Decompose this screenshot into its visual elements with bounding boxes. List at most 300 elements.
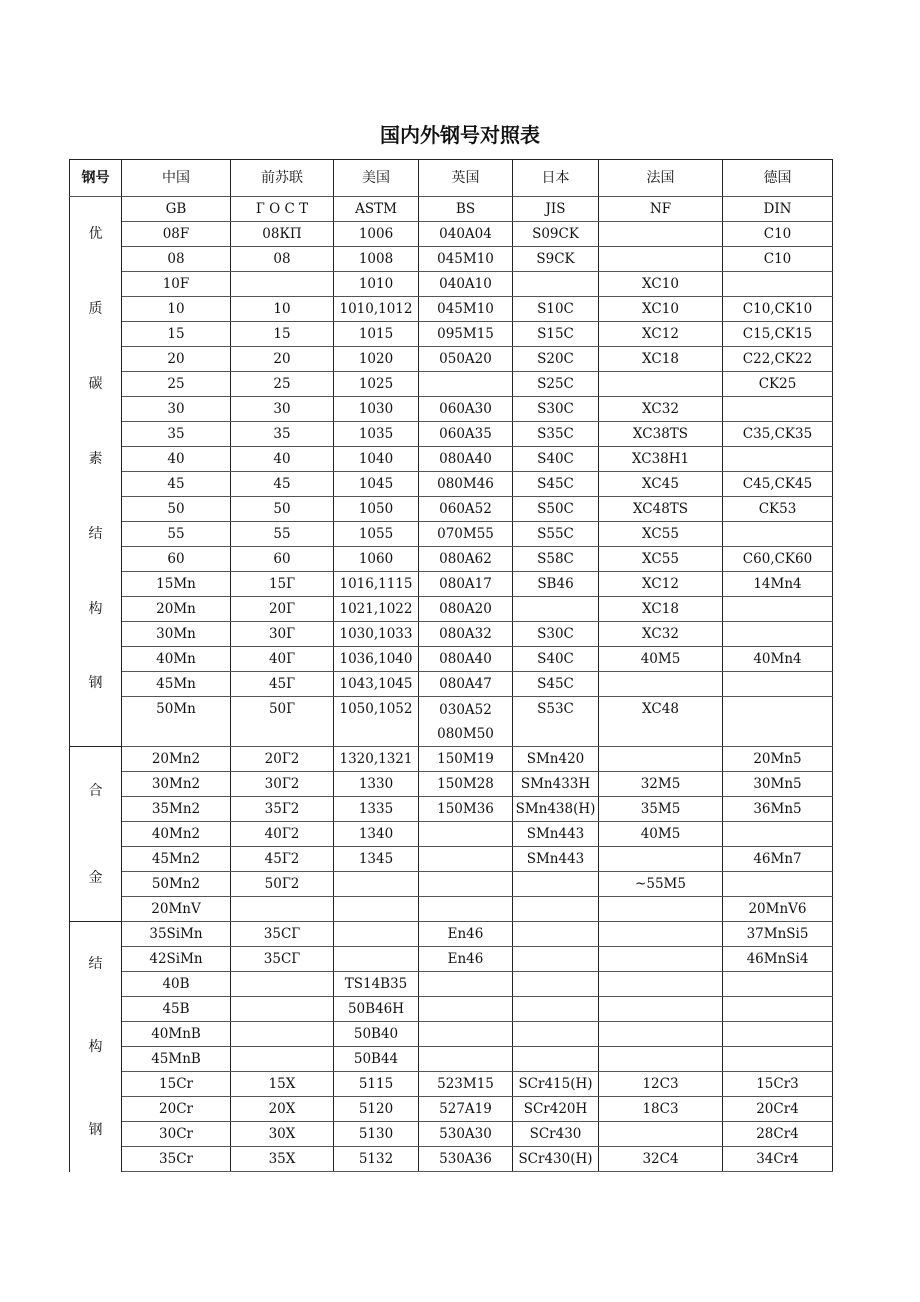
cell-usa: 1340 xyxy=(334,822,419,847)
cell-uk: 530A30 xyxy=(419,1122,513,1147)
cell-uk: 150M36 xyxy=(419,797,513,822)
cell-uk: 045M10 xyxy=(419,247,513,272)
cell-china: 08F xyxy=(122,222,231,247)
cell-usa xyxy=(334,897,419,922)
cell-france xyxy=(599,997,723,1022)
cell-ussr: 20 xyxy=(231,347,334,372)
cell-uk xyxy=(419,997,513,1022)
cell-germany xyxy=(723,672,833,697)
cell-germany: C35,CK35 xyxy=(723,422,833,447)
table-row xyxy=(70,1097,833,1122)
cell-japan: SCr430 xyxy=(513,1122,599,1147)
cell-china: 45 xyxy=(122,472,231,497)
cell-ussr: 25 xyxy=(231,372,334,397)
group-label xyxy=(70,747,122,922)
cell-germany: 20Mn5 xyxy=(723,747,833,772)
group-label-char: 碳 xyxy=(88,376,103,393)
table-row xyxy=(70,1147,833,1172)
table-row xyxy=(70,822,833,847)
cell-ussr: 15 xyxy=(231,322,334,347)
table-row xyxy=(70,847,833,872)
cell-china: 40Mn2 xyxy=(122,822,231,847)
cell-china: 35Cr xyxy=(122,1147,231,1172)
cell-france: XC48 xyxy=(599,697,723,747)
group-label-char: 构 xyxy=(88,1038,103,1055)
cell-china: 40MnB xyxy=(122,1022,231,1047)
cell-france: XC12 xyxy=(599,322,723,347)
cell-japan xyxy=(513,997,599,1022)
cell-france: 32C4 xyxy=(599,1147,723,1172)
cell-ussr: 30X xyxy=(231,1122,334,1147)
cell-ussr: 30Г xyxy=(231,622,334,647)
cell-uk xyxy=(419,897,513,922)
cell-uk: 080A20 xyxy=(419,597,513,622)
cell-uk: 060A35 xyxy=(419,422,513,447)
table-row xyxy=(70,1047,833,1072)
cell-ussr: 15Г xyxy=(231,572,334,597)
cell-china: 30Mn2 xyxy=(122,772,231,797)
cell-germany: CK25 xyxy=(723,372,833,397)
cell-france: ~55M5 xyxy=(599,872,723,897)
cell-france xyxy=(599,222,723,247)
cell-ussr: 35Г2 xyxy=(231,797,334,822)
cell-france xyxy=(599,1047,723,1072)
cell-china: 35SiMn xyxy=(122,922,231,947)
header-country-france: 法国 xyxy=(599,160,723,197)
cell-china: 50Mn xyxy=(122,697,231,747)
cell-ussr: 35X xyxy=(231,1147,334,1172)
cell-japan: SCr415(H) xyxy=(513,1072,599,1097)
table-row xyxy=(70,322,833,347)
table-row xyxy=(70,997,833,1022)
cell-japan: S9CK xyxy=(513,247,599,272)
cell-ussr: 40Г xyxy=(231,647,334,672)
cell-france: XC55 xyxy=(599,547,723,572)
cell-germany xyxy=(723,872,833,897)
cell-line: 080M50 xyxy=(437,725,494,742)
group-label-char: 钢 xyxy=(88,675,103,692)
cell-usa: 1050 xyxy=(334,497,419,522)
table-row xyxy=(70,1072,833,1097)
cell-usa: 1030 xyxy=(334,397,419,422)
group-label xyxy=(70,197,122,747)
table-row xyxy=(70,647,833,672)
cell-germany xyxy=(723,447,833,472)
cell-germany xyxy=(723,397,833,422)
cell-france: XC10 xyxy=(599,297,723,322)
cell-usa: 1060 xyxy=(334,547,419,572)
cell-japan xyxy=(513,947,599,972)
cell-france: 12C3 xyxy=(599,1072,723,1097)
cell-china: 30Cr xyxy=(122,1122,231,1147)
cell-france: XC32 xyxy=(599,397,723,422)
cell-usa: ASTM xyxy=(334,197,419,222)
cell-uk: 080M46 xyxy=(419,472,513,497)
cell-china: 20Cr xyxy=(122,1097,231,1122)
cell-france xyxy=(599,372,723,397)
cell-uk xyxy=(419,847,513,872)
table-row xyxy=(70,922,833,947)
cell-germany: 34Cr4 xyxy=(723,1147,833,1172)
cell-usa: 50B40 xyxy=(334,1022,419,1047)
group-label-char: 结 xyxy=(88,955,103,972)
cell-china: 45MnB xyxy=(122,1047,231,1072)
table-row xyxy=(70,472,833,497)
cell-usa xyxy=(334,872,419,897)
cell-ussr: 15X xyxy=(231,1072,334,1097)
header-country-ussr: 前苏联 xyxy=(231,160,334,197)
cell-usa: 1021,1022 xyxy=(334,597,419,622)
cell-ussr: 50Г2 xyxy=(231,872,334,897)
cell-china: 35Mn2 xyxy=(122,797,231,822)
cell-germany: 14Mn4 xyxy=(723,572,833,597)
cell-germany: C10,CK10 xyxy=(723,297,833,322)
cell-germany: C60,CK60 xyxy=(723,547,833,572)
cell-uk xyxy=(419,1047,513,1072)
cell-uk: 080A47 xyxy=(419,672,513,697)
cell-china: 20Mn xyxy=(122,597,231,622)
cell-france xyxy=(599,747,723,772)
group-label-char: 结 xyxy=(88,525,103,542)
table-row xyxy=(70,497,833,522)
cell-germany: 28Cr4 xyxy=(723,1122,833,1147)
cell-uk: 080A62 xyxy=(419,547,513,572)
cell-china: 15 xyxy=(122,322,231,347)
cell-china: GB xyxy=(122,197,231,222)
header-corner: 钢号 xyxy=(70,160,122,197)
cell-japan: SMn443 xyxy=(513,822,599,847)
table-row xyxy=(70,297,833,322)
cell-france xyxy=(599,1022,723,1047)
cell-china: 40B xyxy=(122,972,231,997)
cell-usa: 50B46H xyxy=(334,997,419,1022)
cell-japan: S25C xyxy=(513,372,599,397)
header-row xyxy=(70,160,833,197)
cell-france: NF xyxy=(599,197,723,222)
table-row xyxy=(70,597,833,622)
cell-uk: 080A40 xyxy=(419,647,513,672)
cell-germany: CK53 xyxy=(723,497,833,522)
cell-france xyxy=(599,672,723,697)
cell-germany xyxy=(723,522,833,547)
cell-ussr: 45Г xyxy=(231,672,334,697)
cell-ussr xyxy=(231,1047,334,1072)
cell-usa: 1040 xyxy=(334,447,419,472)
group-label-char: 金 xyxy=(88,869,103,886)
cell-japan xyxy=(513,972,599,997)
cell-usa: 50B44 xyxy=(334,1047,419,1072)
cell-germany xyxy=(723,822,833,847)
cell-usa: 1020 xyxy=(334,347,419,372)
table-row xyxy=(70,947,833,972)
cell-japan: SMn443 xyxy=(513,847,599,872)
table-row xyxy=(70,372,833,397)
header-country-germany: 德国 xyxy=(723,160,833,197)
cell-uk xyxy=(419,822,513,847)
cell-germany: C22,CK22 xyxy=(723,347,833,372)
cell-japan xyxy=(513,597,599,622)
cell-ussr xyxy=(231,972,334,997)
cell-ussr: 08 xyxy=(231,247,334,272)
cell-ussr: 35 xyxy=(231,422,334,447)
cell-ussr: 10 xyxy=(231,297,334,322)
cell-china: 15Mn xyxy=(122,572,231,597)
cell-uk: 080A32 xyxy=(419,622,513,647)
cell-uk xyxy=(419,1022,513,1047)
cell-uk: 040A04 xyxy=(419,222,513,247)
cell-ussr: 45 xyxy=(231,472,334,497)
cell-uk: 045M10 xyxy=(419,297,513,322)
cell-japan: S09CK xyxy=(513,222,599,247)
cell-france xyxy=(599,897,723,922)
cell-germany: C15,CK15 xyxy=(723,322,833,347)
cell-uk xyxy=(419,972,513,997)
cell-ussr: 30 xyxy=(231,397,334,422)
table-row xyxy=(70,547,833,572)
cell-japan: S20C xyxy=(513,347,599,372)
cell-japan: SCr430(H) xyxy=(513,1147,599,1172)
cell-usa: 1015 xyxy=(334,322,419,347)
cell-china: 30Mn xyxy=(122,622,231,647)
cell-france: 18C3 xyxy=(599,1097,723,1122)
cell-germany xyxy=(723,597,833,622)
cell-france: 32M5 xyxy=(599,772,723,797)
cell-uk: 095M15 xyxy=(419,322,513,347)
cell-ussr: 20X xyxy=(231,1097,334,1122)
cell-ussr: 50Г xyxy=(231,697,334,747)
cell-germany: 37MnSi5 xyxy=(723,922,833,947)
cell-uk: 060A30 xyxy=(419,397,513,422)
cell-china: 30 xyxy=(122,397,231,422)
cell-japan: S45C xyxy=(513,672,599,697)
table-row xyxy=(70,747,833,772)
cell-usa: 1008 xyxy=(334,247,419,272)
cell-uk: 050A20 xyxy=(419,347,513,372)
table-row xyxy=(70,872,833,897)
table-row xyxy=(70,622,833,647)
table-row xyxy=(70,1022,833,1047)
table-row xyxy=(70,397,833,422)
cell-usa: 1335 xyxy=(334,797,419,822)
cell-usa: 1043,1045 xyxy=(334,672,419,697)
cell-china: 40 xyxy=(122,447,231,472)
cell-france xyxy=(599,847,723,872)
cell-usa: 1330 xyxy=(334,772,419,797)
cell-china: 35 xyxy=(122,422,231,447)
cell-japan: S53C xyxy=(513,697,599,747)
cell-usa: TS14B35 xyxy=(334,972,419,997)
cell-uk: 527A19 xyxy=(419,1097,513,1122)
cell-germany: 30Mn5 xyxy=(723,772,833,797)
cell-uk: 150M19 xyxy=(419,747,513,772)
cell-china: 42SiMn xyxy=(122,947,231,972)
cell-france: XC48TS xyxy=(599,497,723,522)
cell-usa: 5132 xyxy=(334,1147,419,1172)
cell-japan: S40C xyxy=(513,447,599,472)
cell-usa: 1320,1321 xyxy=(334,747,419,772)
cell-usa xyxy=(334,922,419,947)
cell-uk: 040A10 xyxy=(419,272,513,297)
cell-ussr: 60 xyxy=(231,547,334,572)
table-row xyxy=(70,422,833,447)
table-row xyxy=(70,222,833,247)
cell-japan: S55C xyxy=(513,522,599,547)
cell-ussr: 40Г2 xyxy=(231,822,334,847)
cell-japan: S50C xyxy=(513,497,599,522)
cell-china: 45Mn xyxy=(122,672,231,697)
cell-japan: S40C xyxy=(513,647,599,672)
cell-uk: 530A36 xyxy=(419,1147,513,1172)
cell-usa: 5115 xyxy=(334,1072,419,1097)
cell-germany xyxy=(723,997,833,1022)
cell-ussr: 40 xyxy=(231,447,334,472)
group-label xyxy=(70,922,122,1172)
group-label-char: 钢 xyxy=(88,1121,103,1138)
header-country-usa: 美国 xyxy=(334,160,419,197)
table-row xyxy=(70,572,833,597)
page-title: 国内外钢号对照表 xyxy=(380,123,540,147)
cell-japan: S58C xyxy=(513,547,599,572)
cell-uk: BS xyxy=(419,197,513,222)
cell-usa: 1030,1033 xyxy=(334,622,419,647)
cell-usa xyxy=(334,947,419,972)
cell-ussr: 20Г xyxy=(231,597,334,622)
cell-usa: 1050,1052 xyxy=(334,697,419,747)
cell-ussr: 30Г2 xyxy=(231,772,334,797)
table-row xyxy=(70,447,833,472)
cell-japan: SMn433H xyxy=(513,772,599,797)
cell-france: XC18 xyxy=(599,347,723,372)
cell-france: XC38H1 xyxy=(599,447,723,472)
cell-japan: S30C xyxy=(513,397,599,422)
cell-france: 40M5 xyxy=(599,647,723,672)
cell-france: XC45 xyxy=(599,472,723,497)
cell-germany: C10 xyxy=(723,222,833,247)
table-row xyxy=(70,797,833,822)
cell-china: 20MnV xyxy=(122,897,231,922)
table-row xyxy=(70,522,833,547)
cell-ussr: 45Г2 xyxy=(231,847,334,872)
cell-japan xyxy=(513,272,599,297)
cell-germany: 46Mn7 xyxy=(723,847,833,872)
cell-japan: S30C xyxy=(513,622,599,647)
cell-usa: 1055 xyxy=(334,522,419,547)
cell-germany xyxy=(723,272,833,297)
cell-uk: 060A52 xyxy=(419,497,513,522)
cell-china: 55 xyxy=(122,522,231,547)
cell-usa: 5120 xyxy=(334,1097,419,1122)
cell-uk: En46 xyxy=(419,947,513,972)
cell-germany: 15Cr3 xyxy=(723,1072,833,1097)
cell-germany: 20MnV6 xyxy=(723,897,833,922)
cell-france: XC32 xyxy=(599,622,723,647)
cell-germany xyxy=(723,622,833,647)
cell-france xyxy=(599,247,723,272)
cell-uk: En46 xyxy=(419,922,513,947)
cell-china: 10 xyxy=(122,297,231,322)
cell-usa: 1345 xyxy=(334,847,419,872)
cell-usa: 1010 xyxy=(334,272,419,297)
cell-china: 60 xyxy=(122,547,231,572)
table-row xyxy=(70,672,833,697)
cell-germany: C10 xyxy=(723,247,833,272)
cell-france: XC55 xyxy=(599,522,723,547)
steel-grade-comparison-table xyxy=(69,159,833,1172)
cell-ussr xyxy=(231,897,334,922)
cell-usa: 1006 xyxy=(334,222,419,247)
cell-ussr: 35СГ xyxy=(231,947,334,972)
cell-france xyxy=(599,922,723,947)
cell-uk: 070M55 xyxy=(419,522,513,547)
cell-china: 45Mn2 xyxy=(122,847,231,872)
cell-ussr xyxy=(231,272,334,297)
cell-china: 20Mn2 xyxy=(122,747,231,772)
cell-usa: 5130 xyxy=(334,1122,419,1147)
cell-germany: 46MnSi4 xyxy=(723,947,833,972)
cell-germany xyxy=(723,972,833,997)
group-label-char: 素 xyxy=(88,450,103,467)
cell-japan: S15C xyxy=(513,322,599,347)
header-country-uk: 英国 xyxy=(419,160,513,197)
cell-china: 45B xyxy=(122,997,231,1022)
cell-usa: 1045 xyxy=(334,472,419,497)
header-country-china: 中国 xyxy=(122,160,231,197)
table-row xyxy=(70,972,833,997)
cell-uk: 080A17 xyxy=(419,572,513,597)
cell-uk xyxy=(419,872,513,897)
cell-uk: 150M28 xyxy=(419,772,513,797)
cell-uk xyxy=(419,697,513,747)
cell-japan: SMn438(H) xyxy=(513,797,599,822)
cell-china: 20 xyxy=(122,347,231,372)
cell-germany xyxy=(723,1047,833,1072)
cell-usa: 1016,1115 xyxy=(334,572,419,597)
cell-japan: JIS xyxy=(513,197,599,222)
cell-japan: SCr420H xyxy=(513,1097,599,1122)
table-row xyxy=(70,347,833,372)
cell-usa: 1010,1012 xyxy=(334,297,419,322)
cell-france: XC10 xyxy=(599,272,723,297)
cell-france: 35M5 xyxy=(599,797,723,822)
cell-japan: SB46 xyxy=(513,572,599,597)
cell-usa: 1036,1040 xyxy=(334,647,419,672)
group-label-char: 合 xyxy=(88,782,103,799)
cell-uk: 523M15 xyxy=(419,1072,513,1097)
cell-ussr: Г О С Т xyxy=(231,197,334,222)
cell-china: 50 xyxy=(122,497,231,522)
cell-china: 08 xyxy=(122,247,231,272)
cell-germany xyxy=(723,697,833,747)
cell-ussr: 50 xyxy=(231,497,334,522)
cell-china: 25 xyxy=(122,372,231,397)
header-country-japan: 日本 xyxy=(513,160,599,197)
cell-france: XC18 xyxy=(599,597,723,622)
group-label-char: 优 xyxy=(88,226,103,243)
table-row xyxy=(70,897,833,922)
table-row xyxy=(70,772,833,797)
cell-ussr xyxy=(231,1022,334,1047)
cell-france: XC12 xyxy=(599,572,723,597)
cell-japan xyxy=(513,872,599,897)
cell-germany: 36Mn5 xyxy=(723,797,833,822)
cell-uk: 080A40 xyxy=(419,447,513,472)
cell-france xyxy=(599,947,723,972)
cell-china: 10F xyxy=(122,272,231,297)
table-row xyxy=(70,247,833,272)
cell-china: 15Cr xyxy=(122,1072,231,1097)
cell-germany: DIN xyxy=(723,197,833,222)
cell-japan: S45C xyxy=(513,472,599,497)
